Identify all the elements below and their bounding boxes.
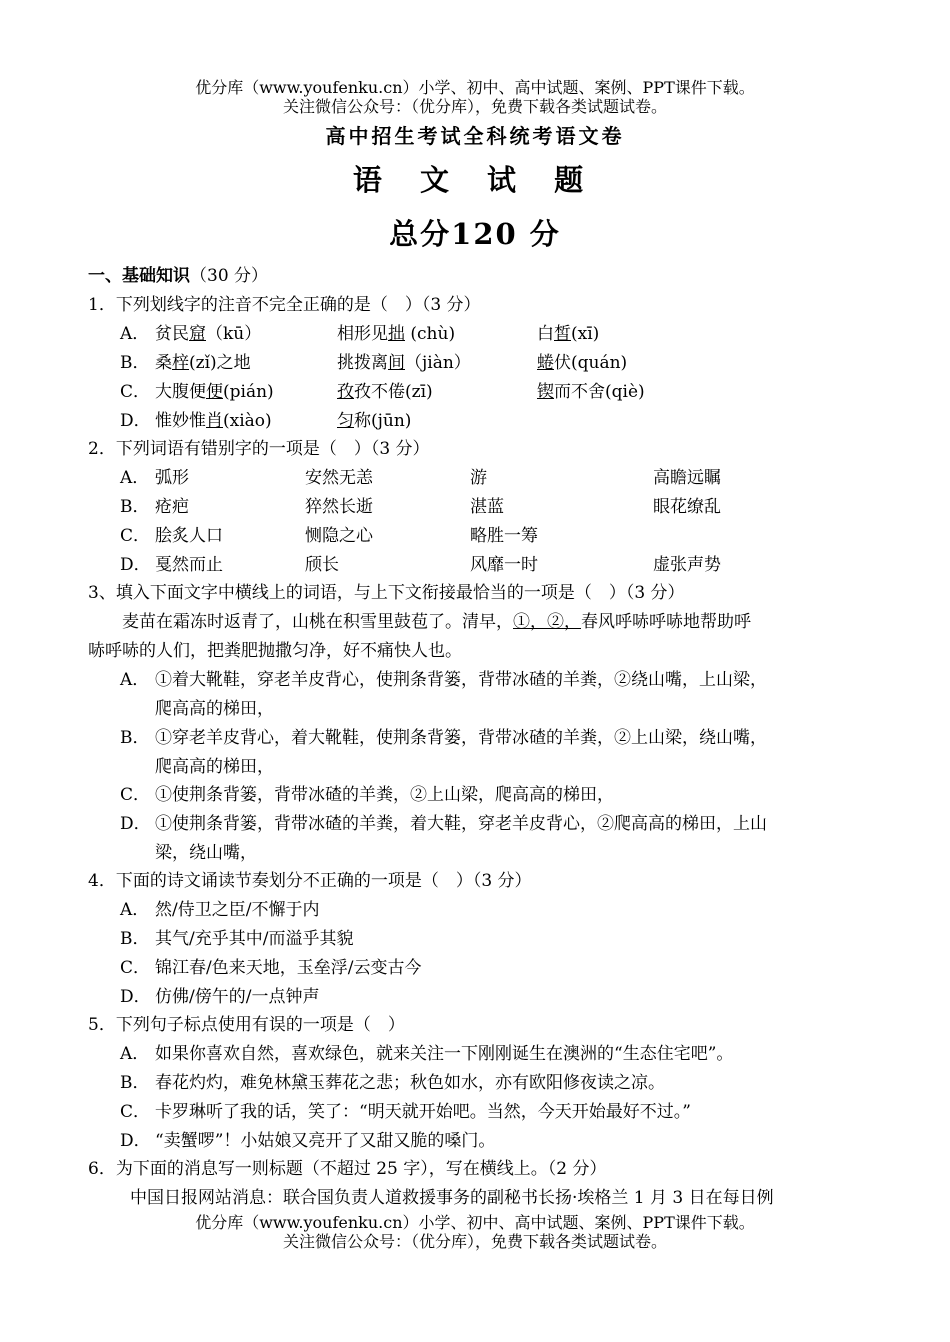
q2-d-word-4: 虚张声势 [653, 555, 721, 575]
q6-stem: 6．为下面的消息写一则标题（不超过 25 字），写在横线上。（2 分） [88, 1159, 607, 1179]
option-letter: B． [120, 497, 150, 517]
q1-a-item-2: 相形见拙 (chù) [337, 324, 456, 344]
option-letter: C． [120, 526, 151, 546]
q1-stem: 1．下列划线字的注音不完全正确的是（ ）（3 分） [88, 295, 481, 315]
option-letter: B． [120, 353, 150, 373]
q4-a-text: 然/侍卫之臣/不懈于内 [155, 900, 320, 920]
q2-d-word-1: 戛然而止 [155, 555, 223, 575]
q1-b-item-1: 桑梓(zǐ)之地 [155, 353, 251, 373]
option-letter: A． [120, 324, 150, 344]
q2-b-word-3: 湛蓝 [470, 497, 504, 517]
option-letter: D． [120, 411, 151, 431]
q1-c-item-1: 大腹便便(pián) [155, 382, 274, 402]
q2-b-word-2: 猝然长逝 [305, 497, 373, 517]
q2-c-word-2: 恻隐之心 [305, 526, 373, 546]
q1-c-item-2: 孜孜不倦(zī) [337, 382, 433, 402]
option-letter: B． [120, 929, 150, 949]
q1-a-item-1: 贫民窟（kū） [155, 324, 262, 344]
q6-passage: 中国日报网站消息：联合国负责人道救援事务的副秘书长扬·埃格兰 1 月 3 日在每日例 [130, 1188, 774, 1208]
q1-c-item-3: 锲而不舍(qiè) [537, 382, 645, 402]
footer-line-1: 优分库（www.youfenku.cn）小学、初中、高中试题、案例、PPT课件下载。 [195, 1213, 755, 1232]
option-letter: D． [120, 814, 151, 834]
exam-title: 高中招生考试全科统考语文卷 [325, 124, 625, 148]
q1-b-item-2: 挑拨离间（jiàn） [337, 353, 471, 373]
option-letter: A． [120, 670, 150, 690]
q2-b-word-4: 眼花缭乱 [653, 497, 721, 517]
q3-d-line-2: 梁，绕山嘴， [155, 843, 257, 863]
q2-c-word-1: 脍炙人口 [155, 526, 223, 546]
q2-d-word-3: 风靡一时 [470, 555, 538, 575]
footer-line-2: 关注微信公众号：（优分库），免费下载各类试题试卷。 [282, 1232, 667, 1251]
q3-c-line-1: ①使荆条背篓，背带冰碴的羊粪，②上山梁，爬高高的梯田， [155, 785, 614, 805]
total-score-title: 总分120 分 [389, 217, 561, 251]
q5-stem: 5．下列句子标点使用有误的一项是（ ） [88, 1015, 405, 1035]
option-letter: A． [120, 1044, 150, 1064]
option-letter: B． [120, 728, 150, 748]
q3-a-line-1: ①着大靴鞋，穿老羊皮背心，使荆条背篓，背带冰碴的羊粪，②绕山嘴，上山梁， [155, 670, 767, 690]
q1-a-item-3: 白皙(xī) [537, 324, 600, 344]
q2-a-word-1: 弧形 [155, 468, 189, 488]
option-letter: C． [120, 958, 151, 978]
q1-b-item-3: 蜷伏(quán) [537, 353, 628, 373]
q3-d-line-1: ①使荆条背篓，背带冰碴的羊粪，着大鞋，穿老羊皮背心，②爬高高的梯田，上山 [155, 814, 767, 834]
q3-passage-line-2: 哧呼哧的人们，把粪肥抛撒匀净，好不痛快人也。 [88, 641, 462, 661]
option-letter: D． [120, 987, 151, 1007]
q3-b-line-1: ①穿老羊皮背心，着大靴鞋，使荆条背篓，背带冰碴的羊粪，②上山梁，绕山嘴， [155, 728, 767, 748]
section-heading [88, 265, 268, 287]
q3-stem: 3、填入下面文字中横线上的词语，与上下文衔接最恰当的一项是（ ）（3 分） [88, 583, 685, 603]
q3-blank: ①，②， [513, 612, 581, 632]
q2-a-word-2: 安然无恙 [305, 468, 373, 488]
option-letter: D． [120, 1131, 151, 1151]
subject-title: 语 文 试 题 [352, 163, 598, 197]
header-line-2: 关注微信公众号：（优分库），免费下载各类试题试卷。 [282, 97, 667, 116]
section-score: （30 分） [190, 266, 269, 286]
q4-c-text: 锦江春/色来天地，玉垒浮/云变古今 [155, 958, 422, 978]
q3-passage-line-1: 麦苗在霜冻时返青了，山桃在积雪里鼓苞了。清早，①，②，春风呼哧呼哧地帮助呼 [122, 612, 751, 632]
q2-b-word-1: 疮疤 [155, 497, 189, 517]
q1-d-item-1: 惟妙惟肖(xiào) [155, 411, 272, 431]
q5-a-text: 如果你喜欢自然，喜欢绿色，就来关注一下刚刚诞生在澳洲的“生态住宅吧”。 [155, 1044, 734, 1064]
q4-d-text: 仿佛/傍午的/一点钟声 [155, 987, 320, 1007]
q2-stem: 2．下列词语有错别字的一项是（ ）（3 分） [88, 439, 430, 459]
q4-b-text: 其气/充乎其中/而溢乎其貌 [155, 929, 354, 949]
q1-d-item-2: 匀称(jūn) [337, 411, 412, 431]
q2-d-word-2: 颀长 [305, 555, 339, 575]
q5-b-text: 春花灼灼，难免林黛玉葬花之悲；秋色如水，亦有欧阳修夜读之凉。 [155, 1073, 665, 1093]
option-letter: A． [120, 468, 150, 488]
option-letter: D． [120, 555, 151, 575]
q5-c-text: 卡罗琳听了我的话，笑了：“明天就开始吧。当然，今天开始最好不过。” [155, 1102, 691, 1122]
section-heading-text: 一、基础知识 [88, 266, 190, 286]
option-letter: B． [120, 1073, 150, 1093]
q5-d-text: “卖蟹啰”！小姑娘又亮开了又甜又脆的嗓门。 [155, 1131, 496, 1151]
q2-a-word-4: 高瞻远瞩 [653, 468, 721, 488]
option-letter: A． [120, 900, 150, 920]
q4-stem: 4．下面的诗文诵读节奏划分不正确的一项是（ ）（3 分） [88, 871, 532, 891]
option-letter: C． [120, 785, 151, 805]
q2-a-word-3: 游 [470, 468, 487, 488]
option-letter: C． [120, 382, 151, 402]
q3-b-line-2: 爬高高的梯田， [155, 757, 274, 777]
option-letter: C． [120, 1102, 151, 1122]
header-line-1: 优分库（www.youfenku.cn）小学、初中、高中试题、案例、PPT课件下载。 [195, 78, 755, 97]
q2-c-word-3: 略胜一筹 [470, 526, 538, 546]
q3-a-line-2: 爬高高的梯田， [155, 699, 274, 719]
